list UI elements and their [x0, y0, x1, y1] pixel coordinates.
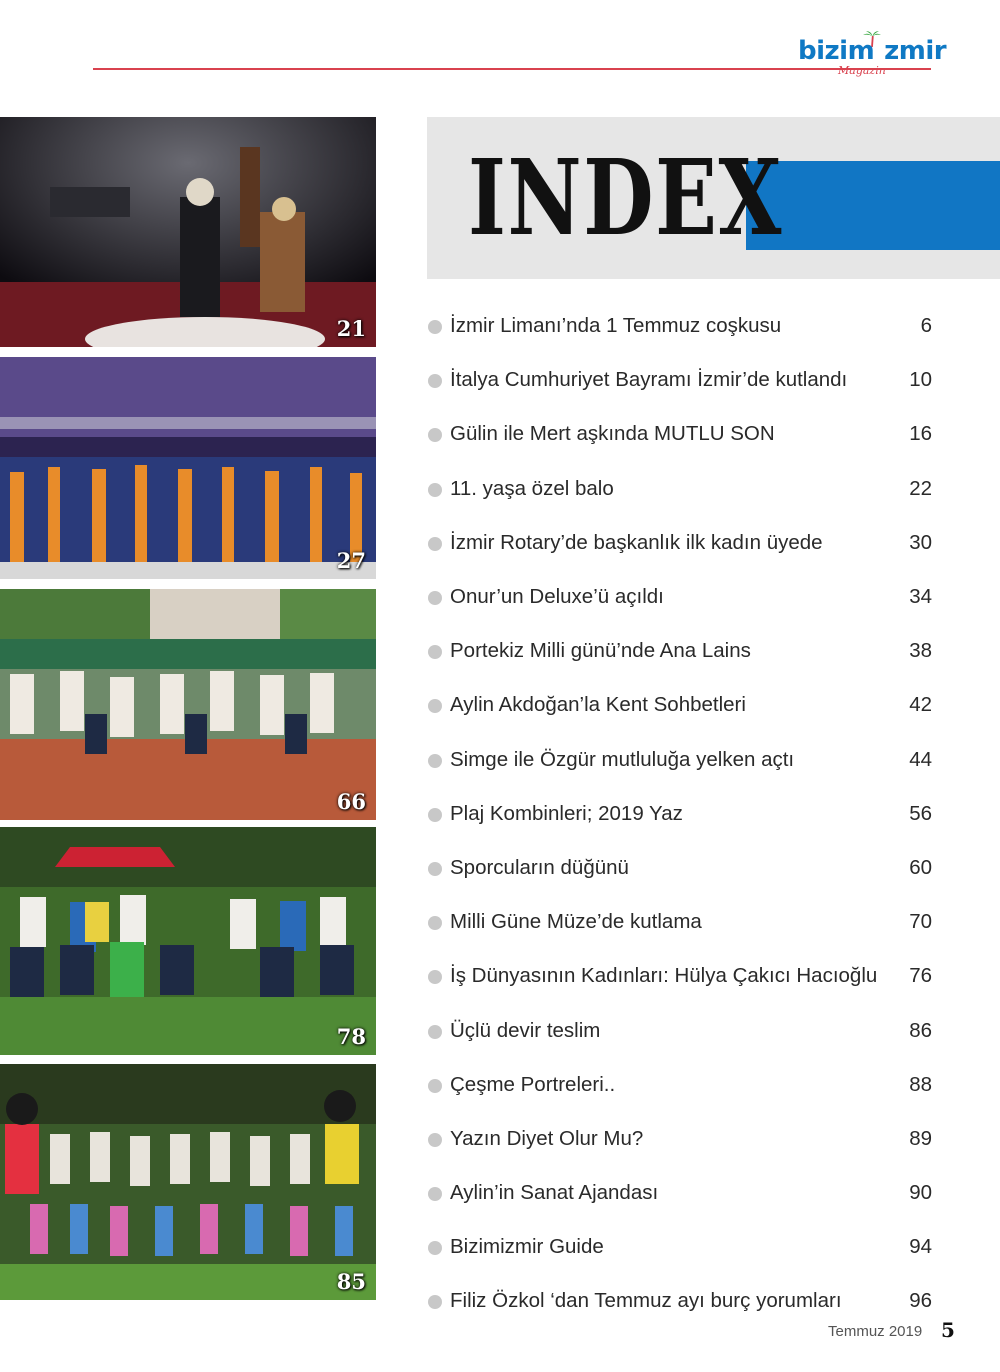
- bullet-icon: [428, 699, 442, 713]
- bullet-icon: [428, 537, 442, 551]
- toc-item-page: 76: [909, 964, 932, 988]
- bullet-icon: [428, 1187, 442, 1201]
- toc-item-title: Onur’un Deluxe’ü açıldı: [450, 585, 664, 609]
- toc-item-title: İzmir Rotary’de başkanlık ilk kadın üyede: [450, 530, 823, 554]
- tennis-group-photo: [0, 589, 376, 820]
- toc-item-page: 96: [909, 1289, 932, 1313]
- toc-item-page: 86: [909, 1018, 932, 1042]
- concert-stage-image: [0, 117, 376, 347]
- footer-page-number: 5: [941, 1318, 955, 1342]
- logo-wordmark-part1: bizim: [798, 36, 875, 66]
- footer-issue-date: Temmuz 2019: [828, 1323, 923, 1340]
- toc-item-page: 70: [909, 910, 932, 934]
- tennis-group-image: [0, 589, 376, 820]
- graduation-ceremony-image: [0, 357, 376, 579]
- toc-item-page: 16: [909, 422, 932, 446]
- index-accent-bar: [746, 161, 1000, 250]
- garden-group-photo: [0, 827, 376, 1055]
- logo-wordmark-part2: zmir: [884, 36, 947, 66]
- toc-item[interactable]: [428, 949, 938, 1003]
- toc-item-page: 30: [909, 530, 932, 554]
- toc-item-title: Aylin Akdoğan’la Kent Sohbetleri: [450, 693, 746, 717]
- toc-item-title: Çeşme Portreleri..: [450, 1072, 616, 1096]
- toc-item-page: 6: [920, 314, 932, 338]
- toc-item-title: İş Dünyasının Kadınları: Hülya Çakıcı Hacıoğlu: [450, 964, 878, 988]
- bullet-icon: [428, 916, 442, 930]
- toc-item[interactable]: [428, 462, 938, 516]
- toc-item-title: Simge ile Özgür mutluluğa yelken açtı: [450, 747, 795, 771]
- toc-item[interactable]: [428, 841, 938, 895]
- toc-item-title: Yazın Diyet Olur Mu?: [450, 1126, 644, 1150]
- toc-item[interactable]: [428, 624, 938, 678]
- toc-item[interactable]: [428, 407, 938, 461]
- toc-item-title: Filiz Özkol ‘dan Temmuz ayı burç yorumları: [450, 1289, 842, 1313]
- toc-item[interactable]: [428, 1166, 938, 1220]
- toc-item-title: Üçlü devir teslim: [450, 1018, 601, 1042]
- bullet-icon: [428, 754, 442, 768]
- photo-page-label: 21: [336, 316, 366, 341]
- bullet-icon: [428, 591, 442, 605]
- toc-item-title: Gülin ile Mert aşkında MUTLU SON: [450, 422, 775, 446]
- toc-item[interactable]: [428, 1274, 938, 1328]
- bullet-icon: [428, 320, 442, 334]
- toc-item-title: Milli Güne Müze’de kutlama: [450, 910, 702, 934]
- toc-item[interactable]: [428, 570, 938, 624]
- toc-item[interactable]: [428, 733, 938, 787]
- toc-item-title: 11. yaşa özel balo: [450, 476, 614, 500]
- bullet-icon: [428, 428, 442, 442]
- toc-item-page: 38: [909, 639, 932, 663]
- toc-item-page: 34: [909, 585, 932, 609]
- bullet-icon: [428, 1295, 442, 1309]
- logo-subtitle: Magazin: [838, 64, 886, 77]
- toc-item[interactable]: [428, 516, 938, 570]
- toc-item-title: İzmir Limanı’nda 1 Temmuz coşkusu: [450, 314, 782, 338]
- toc-item[interactable]: [428, 299, 938, 353]
- toc-item[interactable]: [428, 1220, 938, 1274]
- index-title: INDEX: [468, 136, 784, 259]
- children-party-image: [0, 1064, 376, 1300]
- toc-item[interactable]: [428, 353, 938, 407]
- toc-item-page: 22: [909, 476, 932, 500]
- toc-item[interactable]: [428, 787, 938, 841]
- photo-page-label: 85: [336, 1269, 366, 1294]
- toc-item-page: 44: [909, 747, 932, 771]
- bizimizmir-logo[interactable]: [798, 30, 947, 90]
- garden-group-image: [0, 827, 376, 1055]
- toc-item-title: Plaj Kombinleri; 2019 Yaz: [450, 801, 683, 825]
- toc-item-page: 60: [909, 855, 932, 879]
- bullet-icon: [428, 483, 442, 497]
- toc-item-title: Sporcuların düğünü: [450, 855, 629, 879]
- graduation-ceremony-photo: [0, 357, 376, 579]
- bullet-icon: [428, 374, 442, 388]
- bullet-icon: [428, 1079, 442, 1093]
- toc-item-page: 10: [909, 368, 932, 392]
- toc-item[interactable]: [428, 1003, 938, 1057]
- toc-item-title: İtalya Cumhuriyet Bayramı İzmir’de kutlandı: [450, 368, 848, 392]
- bullet-icon: [428, 1241, 442, 1255]
- bullet-icon: [428, 1133, 442, 1147]
- photo-page-label: 78: [336, 1024, 366, 1049]
- bullet-icon: [428, 645, 442, 659]
- bullet-icon: [428, 970, 442, 984]
- toc-item-title: Portekiz Milli günü’nde Ana Lains: [450, 639, 751, 663]
- photo-page-label: 66: [336, 789, 366, 814]
- toc-item-page: 56: [909, 801, 932, 825]
- toc-item[interactable]: [428, 678, 938, 732]
- toc-item-title: Bizimizmir Guide: [450, 1235, 604, 1259]
- bullet-icon: [428, 1025, 442, 1039]
- toc-item-page: 94: [909, 1235, 932, 1259]
- toc-item-page: 88: [909, 1072, 932, 1096]
- toc-item-page: 90: [909, 1181, 932, 1205]
- toc-item[interactable]: [428, 1112, 938, 1166]
- bullet-icon: [428, 808, 442, 822]
- photo-page-label: 27: [336, 548, 366, 573]
- table-of-contents: [428, 299, 938, 1329]
- bullet-icon: [428, 862, 442, 876]
- toc-item-page: 42: [909, 693, 932, 717]
- toc-item-title: Aylin’in Sanat Ajandası: [450, 1181, 659, 1205]
- toc-item-page: 89: [909, 1126, 932, 1150]
- children-party-photo: [0, 1064, 376, 1300]
- toc-item[interactable]: [428, 895, 938, 949]
- concert-stage-photo: [0, 117, 376, 347]
- logo-wordmark: [798, 36, 946, 66]
- toc-item[interactable]: [428, 1058, 938, 1112]
